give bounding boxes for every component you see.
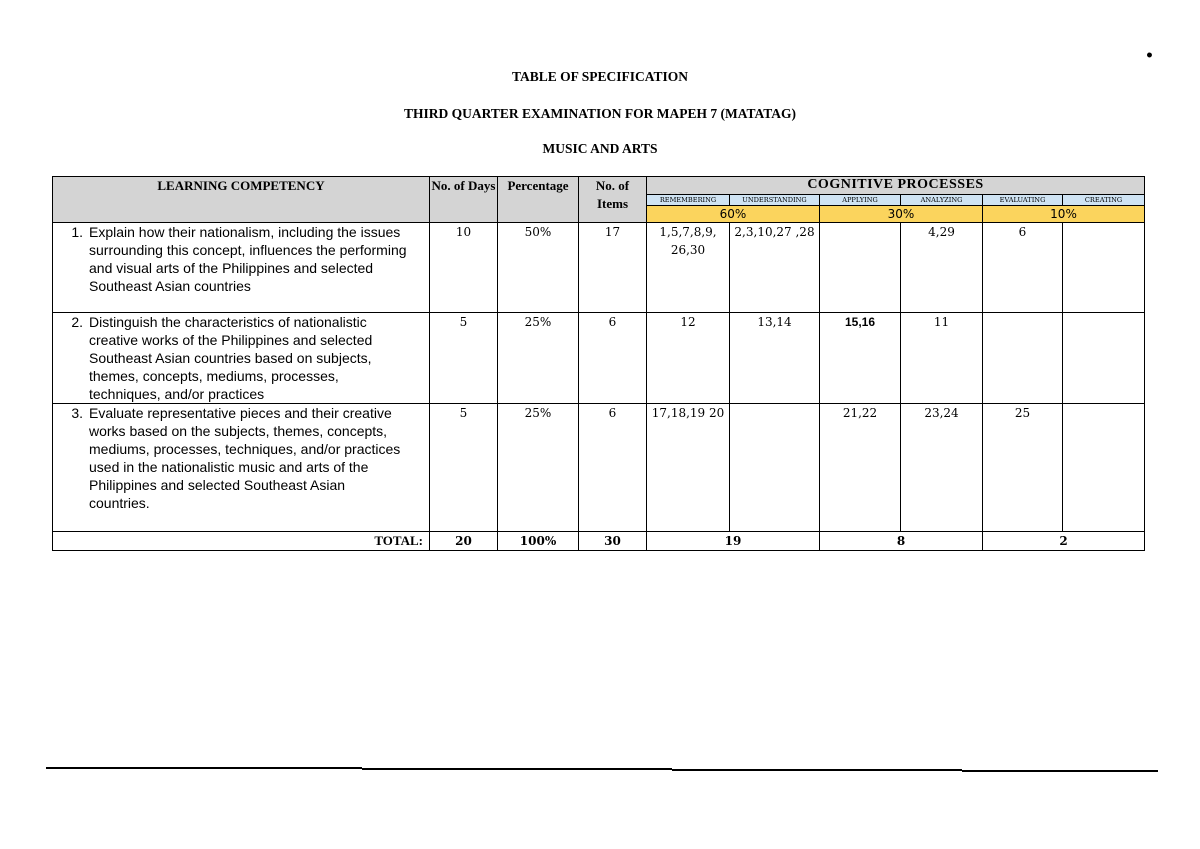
header-learning-competency: LEARNING COMPETENCY xyxy=(53,177,430,223)
pct-lower-order: 60% xyxy=(647,206,820,223)
header-days: No. of Days xyxy=(430,177,498,223)
understanding-cell: 13,14 xyxy=(730,313,820,404)
total-days: 20 xyxy=(430,532,498,551)
specification-table xyxy=(52,176,1145,551)
creating-cell xyxy=(1063,404,1145,532)
competency-cell xyxy=(53,404,430,532)
total-lower-order: 19 xyxy=(647,532,820,551)
total-items: 30 xyxy=(579,532,647,551)
creating-cell xyxy=(1063,223,1145,313)
evaluating-cell: 6 xyxy=(983,223,1063,313)
remembering-cell: 12 xyxy=(647,313,730,404)
header-percentage: Percentage xyxy=(498,177,579,223)
competency-text: Explain how their nationalism, including the issues surrounding this concept, influences the performing and visual arts of the Philippines and selected Southeast Asian countries xyxy=(89,224,407,294)
competency-text: Distinguish the characteristics of nationalistic creative works of the Philippines and selected Southeast Asian countries based on subjects, themes, concepts, mediums, processes, techniques, and/or practices xyxy=(89,314,373,402)
competency-number: 1. xyxy=(71,224,83,240)
applying-cell xyxy=(820,223,901,313)
applying-cell: 21,22 xyxy=(820,404,901,532)
total-higher-order: 2 xyxy=(983,532,1145,551)
competency-text: Evaluate representative pieces and their creative works based on the subjects, themes, concepts, mediums, processes, techniques, and/or practices used in the nationalistic music and arts of the Philippines and selected Southeast Asian countries. xyxy=(89,405,401,511)
remembering-cell: 1,5,7,8,9, 26,30 xyxy=(647,223,730,313)
competency-number: 3. xyxy=(71,405,83,421)
header-remembering: REMEMBERING xyxy=(647,195,730,206)
analyzing-cell: 4,29 xyxy=(901,223,983,313)
header-applying: APPLYING xyxy=(820,195,901,206)
remembering-cell: 17,18,19 20 xyxy=(647,404,730,532)
pct-middle-order: 30% xyxy=(820,206,983,223)
footer-rule xyxy=(962,770,1158,772)
document-subtitle: THIRD QUARTER EXAMINATION FOR MAPEH 7 (MATATAG) xyxy=(403,106,796,121)
corner-mark: • xyxy=(1145,48,1154,64)
section-title: MUSIC AND ARTS xyxy=(542,141,658,156)
days-cell: 5 xyxy=(430,404,498,532)
competency-number: 2. xyxy=(71,314,83,330)
analyzing-cell: 23,24 xyxy=(901,404,983,532)
evaluating-cell xyxy=(983,313,1063,404)
competency-cell xyxy=(53,313,430,404)
analyzing-cell: 11 xyxy=(901,313,983,404)
document-title: TABLE OF SPECIFICATION xyxy=(511,69,689,84)
header-cognitive-processes: COGNITIVE PROCESSES xyxy=(647,177,1145,195)
days-cell: 5 xyxy=(430,313,498,404)
footer-rule xyxy=(46,767,362,769)
creating-cell xyxy=(1063,313,1145,404)
evaluating-cell: 25 xyxy=(983,404,1063,532)
table-row xyxy=(53,404,1145,532)
competency-cell xyxy=(53,223,430,313)
applying-cell: 15,16 xyxy=(820,313,901,404)
percentage-cell: 25% xyxy=(498,313,579,404)
header-creating: CREATING xyxy=(1063,195,1145,206)
table-row xyxy=(53,313,1145,404)
total-label: TOTAL: xyxy=(53,532,430,551)
header-evaluating: EVALUATING xyxy=(983,195,1063,206)
header-understanding: UNDERSTANDING xyxy=(730,195,820,206)
days-cell: 10 xyxy=(430,223,498,313)
header-items: No. of Items xyxy=(579,177,647,223)
pct-higher-order: 10% xyxy=(983,206,1145,223)
understanding-cell xyxy=(730,404,820,532)
total-middle-order: 8 xyxy=(820,532,983,551)
understanding-cell: 2,3,10,27 ,28 xyxy=(730,223,820,313)
percentage-cell: 50% xyxy=(498,223,579,313)
footer-rule xyxy=(362,768,672,770)
total-percentage: 100% xyxy=(498,532,579,551)
percentage-cell: 25% xyxy=(498,404,579,532)
table-row xyxy=(53,223,1145,313)
items-cell: 6 xyxy=(579,404,647,532)
footer-rule xyxy=(672,769,962,771)
header-row xyxy=(53,177,1145,195)
items-cell: 17 xyxy=(579,223,647,313)
header-analyzing: ANALYZING xyxy=(901,195,983,206)
total-row xyxy=(53,532,1145,551)
items-cell: 6 xyxy=(579,313,647,404)
